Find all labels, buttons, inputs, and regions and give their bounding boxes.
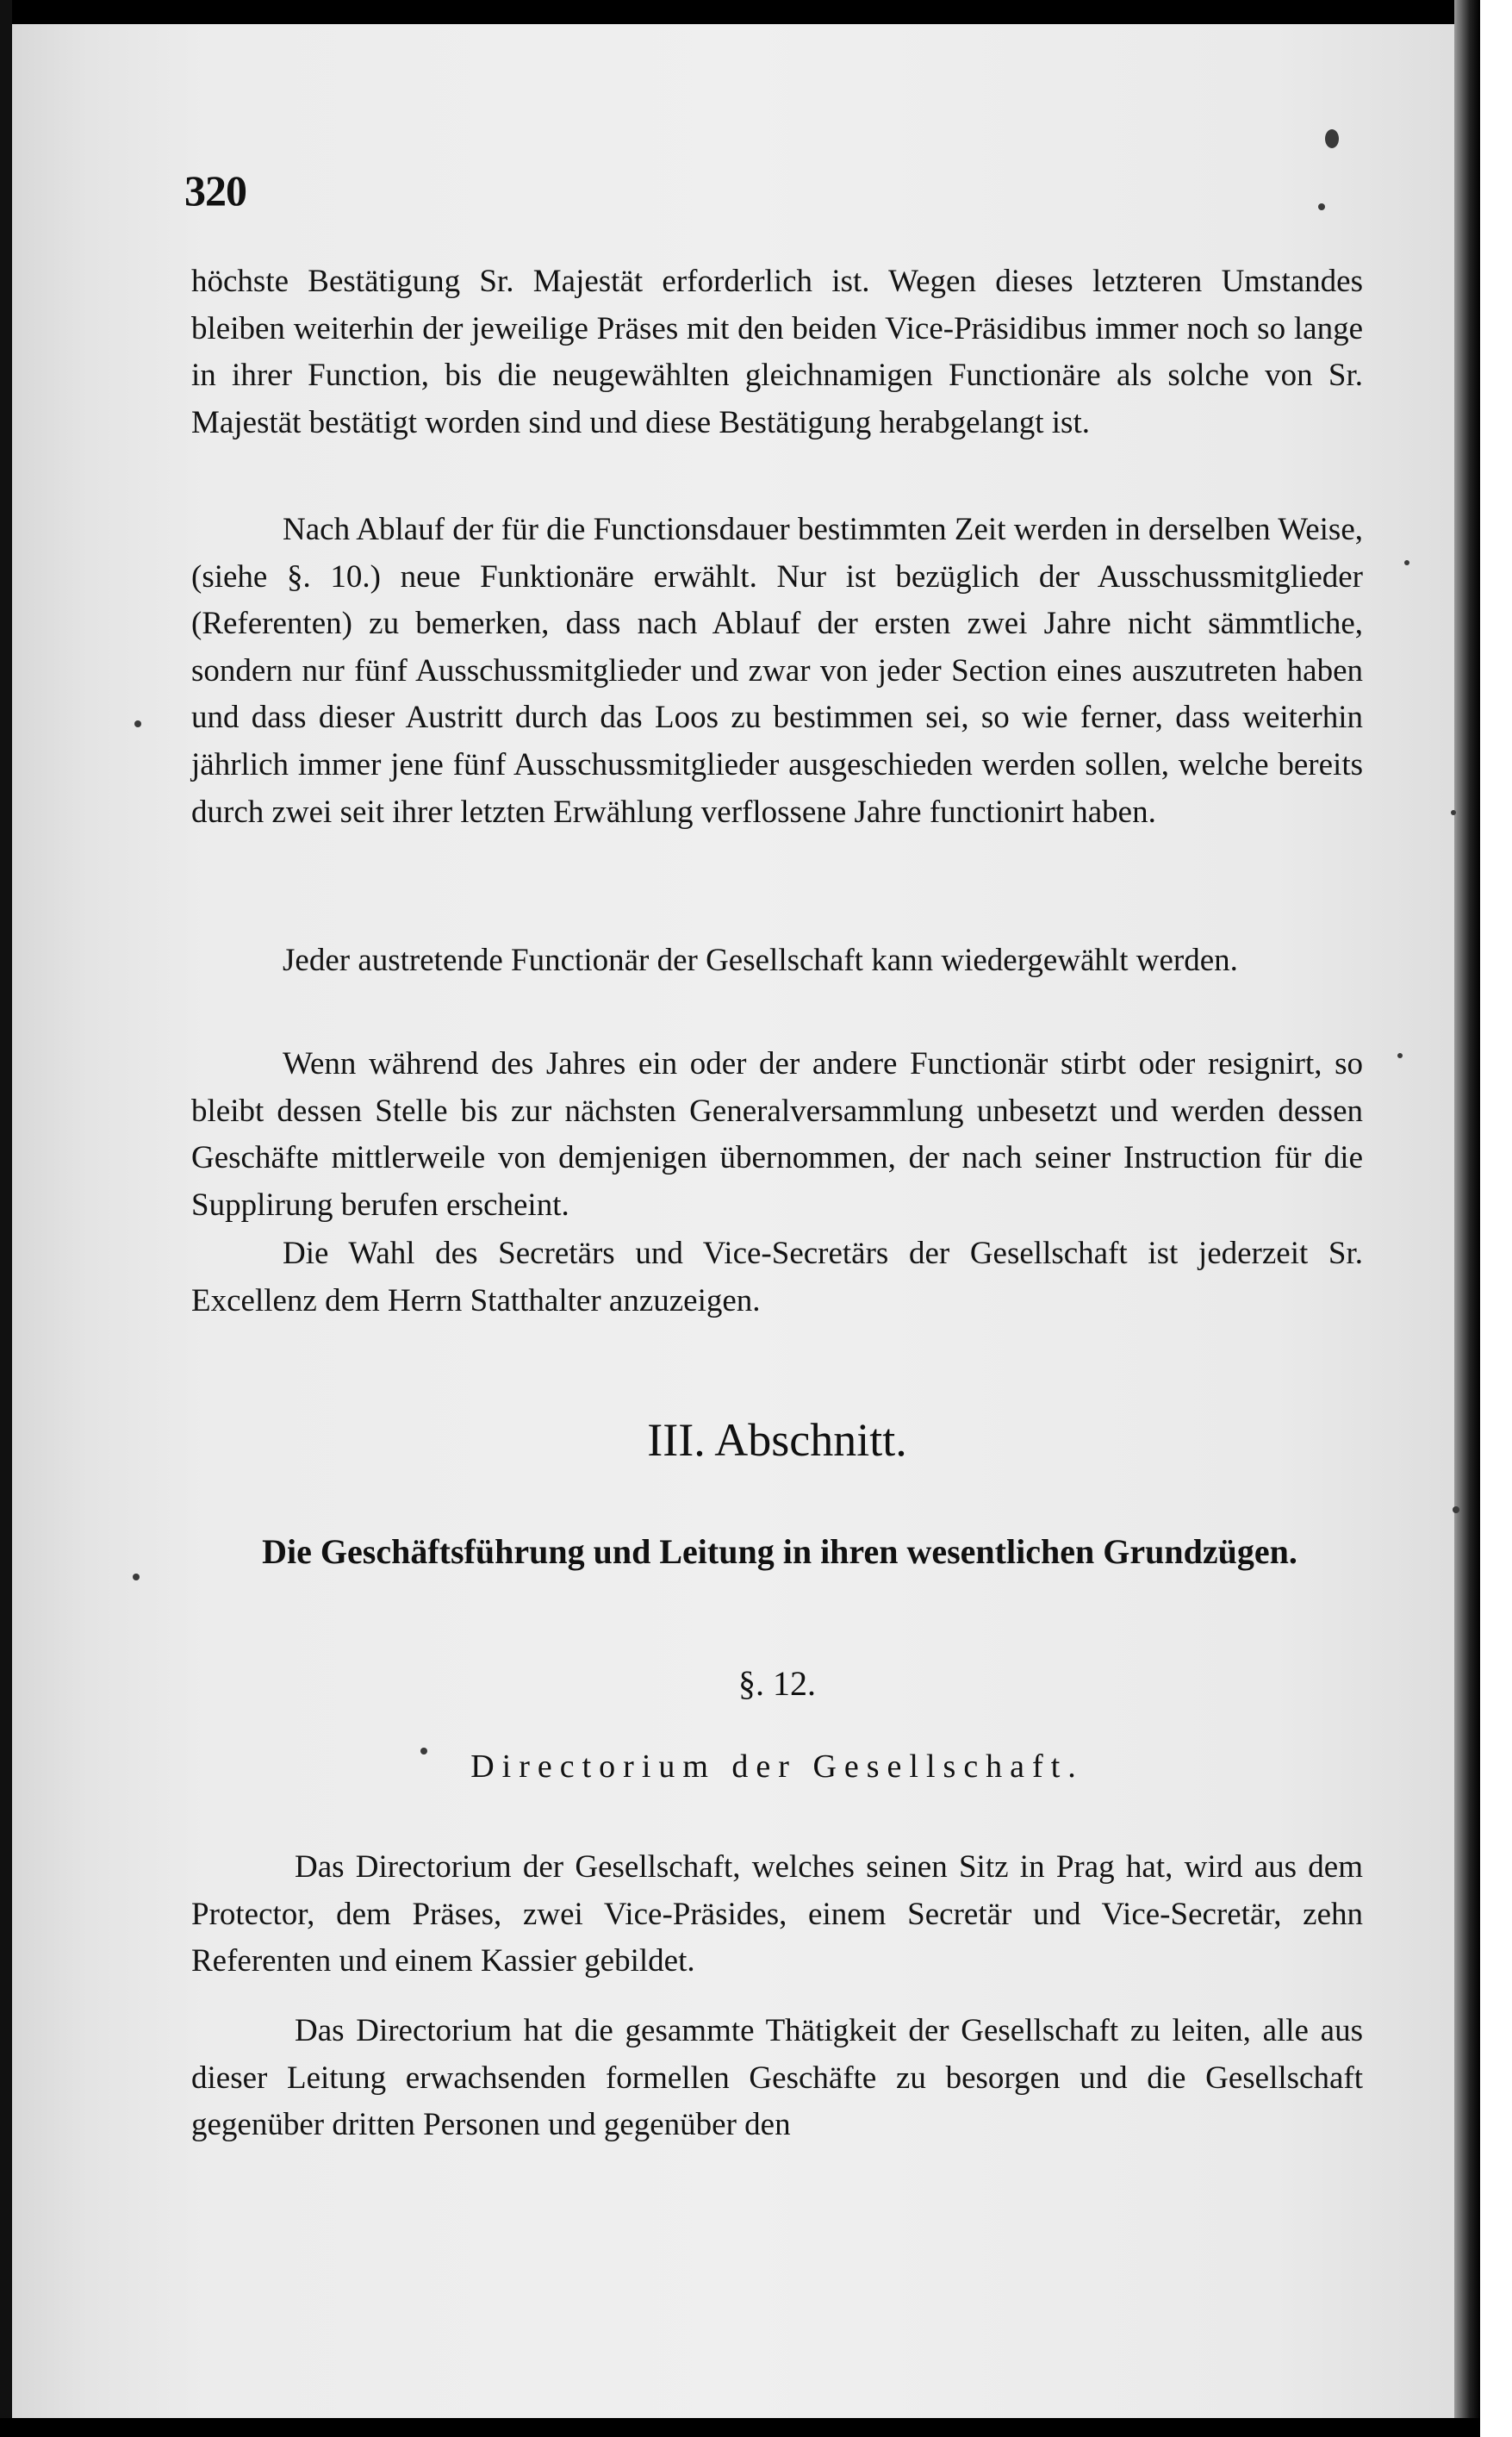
section-title: Die Geschäftsführung und Leitung in ihren wesentlichen Grundzügen. <box>262 1532 1297 1571</box>
paragraph-mark: §. 12. <box>738 1664 816 1703</box>
subsection-title: Directorium der Gesellschaft. <box>470 1748 1084 1785</box>
scan-speck <box>1451 810 1456 815</box>
scan-speck <box>1318 203 1325 210</box>
paragraph-5: Die Wahl des Secretärs und Vice-Secretärs der Gesellschaft ist jederzeit Sr. Excellenz dem Herrn Statthalter anzuzeigen. <box>191 1236 1363 1318</box>
page-number: 320 <box>184 166 246 215</box>
section-heading: III. Abschnitt. <box>647 1414 907 1466</box>
scan-speck <box>1404 560 1409 565</box>
paragraph-4: Wenn während des Jahres ein oder der andere Functionär stirbt oder resignirt, so bleibt dessen Stelle bis zur nächsten Generalversammlung unbesetzt und werden dessen Geschäfte mittlerweile von demjenigen übernommen, der nach seiner Instruction für die Supplirung berufen erscheint. <box>191 1046 1363 1223</box>
scan-border-bottom <box>0 2418 1480 2437</box>
paragraph-6: Das Directorium der Gesellschaft, welches seinen Sitz in Prag hat, wird aus dem Protector, dem Präses, zwei Vice-Präsides, einem Secretär und Vice-Secretär, zehn Referenten und einem Kassier gebildet. <box>191 1849 1363 1979</box>
scan-speck <box>1453 1506 1459 1513</box>
scan-speck <box>1397 1053 1403 1058</box>
scan-speck <box>133 1574 140 1580</box>
paragraph-1: höchste Bestätigung Sr. Majestät erforderlich ist. Wegen dieses letzteren Umstandes bleiben weiterhin der jeweilige Präses mit den beiden Vice-Präsidibus immer noch so lange in ihrer Function, bis die neugewählten gleichnamigen Functionäre als solche von Sr. Majestät bestätigt worden sind und diese Bestätigung herabgelangt ist. <box>191 264 1363 440</box>
scan-border-right <box>1454 0 1480 2437</box>
paragraph-7: Das Directorium hat die gesammte Thätigkeit der Gesellschaft zu leiten, alle aus dieser Leitung erwachsenden formellen Geschäfte zu besorgen und die Gesellschaft gegenüber dritten Personen und gegenüber den <box>191 2013 1363 2143</box>
scan-speck <box>134 720 141 727</box>
scan-speck <box>1325 129 1339 148</box>
scan-border-top <box>0 0 1480 24</box>
paragraph-2: Nach Ablauf der für die Functionsdauer bestimmten Zeit werden in derselben Weise, (siehe §. 10.) neue Funktionäre erwählt. Nur ist bezüglich der Ausschussmitglieder (Referenten) zu bemerken, dass nach Ablauf der ersten zwei Jahre nicht sämmtliche, sondern nur fünf Ausschussmitglieder und zwar von jeder Section eines auszutreten haben und dass dieser Austritt durch das Loos zu bestimmen sei, so wie ferner, dass weiterhin jährlich immer jene fünf Ausschussmitglieder ausgeschieden werden sollen, welche bereits durch zwei seit ihrer letzten Erwählung verflossene Jahre functionirt haben. <box>191 512 1363 830</box>
paragraph-3: Jeder austretende Functionär der Gesellschaft kann wiedergewählt werden. <box>283 943 1238 978</box>
scan-border-left <box>0 0 12 2437</box>
